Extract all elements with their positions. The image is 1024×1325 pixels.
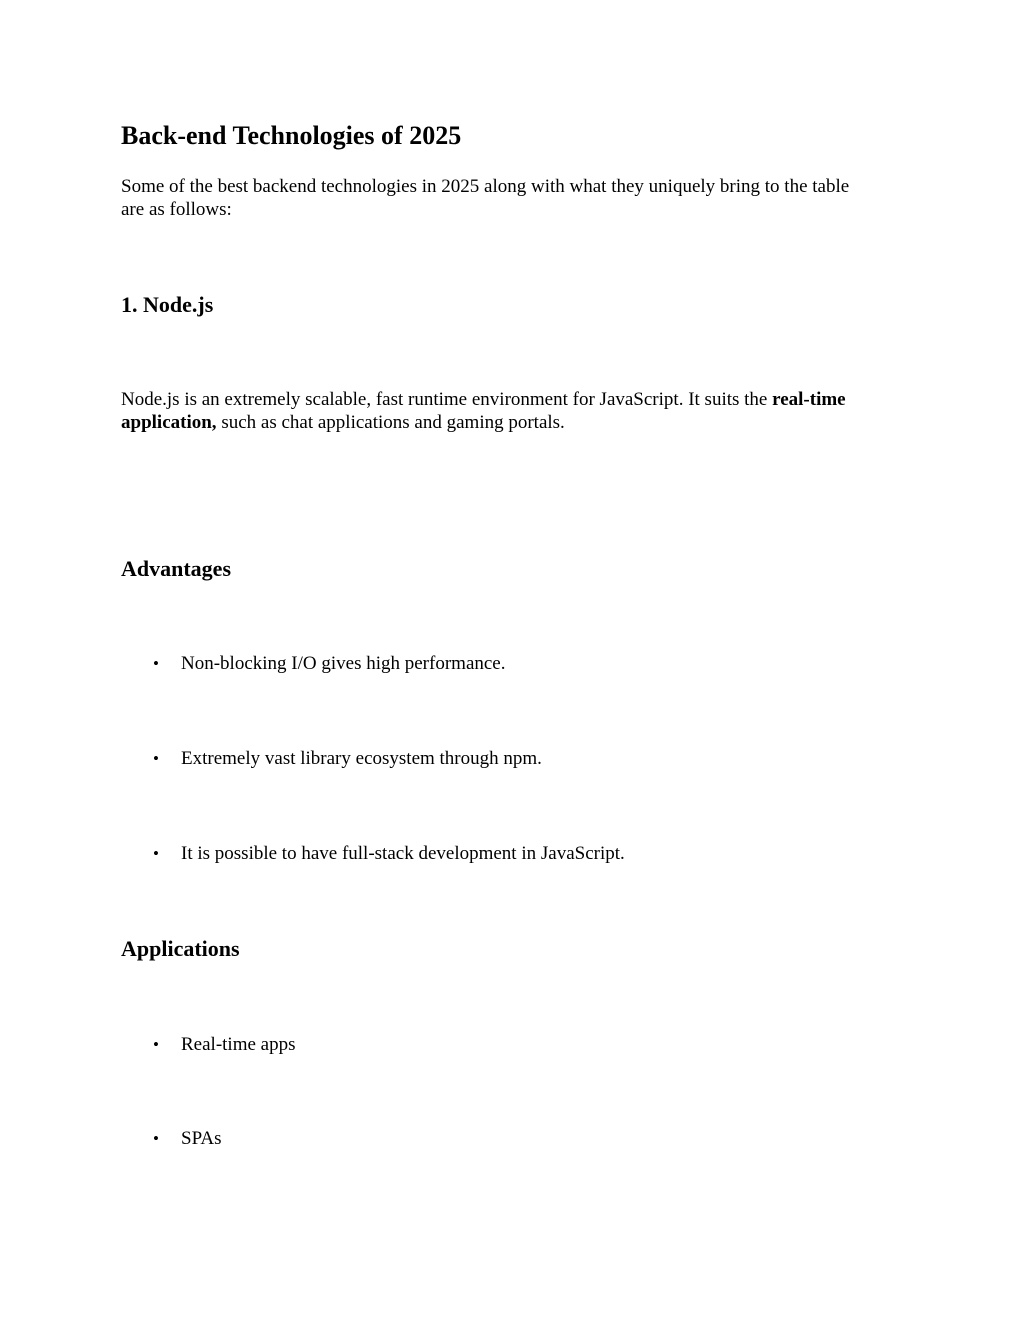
list-item-text: Real-time apps — [181, 1034, 296, 1055]
bullet-icon: • — [153, 844, 159, 863]
applications-heading: Applications — [121, 936, 240, 961]
section-heading-nodejs: 1. Node.js — [121, 292, 214, 317]
description-text-1: Node.js is an extremely scalable, fast runtime environment for JavaScript. It suits the — [121, 389, 773, 410]
list-item-text: SPAs — [181, 1128, 222, 1149]
advantages-heading: Advantages — [121, 556, 232, 581]
description-bold-1: real-time — [772, 389, 846, 410]
description-bold-2: application, — [121, 412, 217, 433]
description-line-1 — [121, 388, 846, 411]
intro-line-2: are as follows: — [121, 199, 232, 220]
document-title: Back-end Technologies of 2025 — [121, 121, 462, 150]
bullet-icon: • — [153, 1035, 159, 1054]
intro-line-1: Some of the best backend technologies in 2025 along with what they uniquely bring to the table — [121, 176, 850, 197]
list-item-text: Extremely vast library ecosystem through npm. — [181, 748, 542, 769]
description-text-2: such as chat applications and gaming portals. — [216, 412, 565, 433]
bullet-icon: • — [153, 654, 159, 673]
bullet-icon: • — [153, 1129, 159, 1148]
list-item-text: Non-blocking I/O gives high performance. — [181, 653, 506, 674]
bullet-icon: • — [153, 749, 159, 768]
list-item-text: It is possible to have full-stack development in JavaScript. — [181, 843, 625, 864]
description-line-2 — [121, 411, 565, 434]
